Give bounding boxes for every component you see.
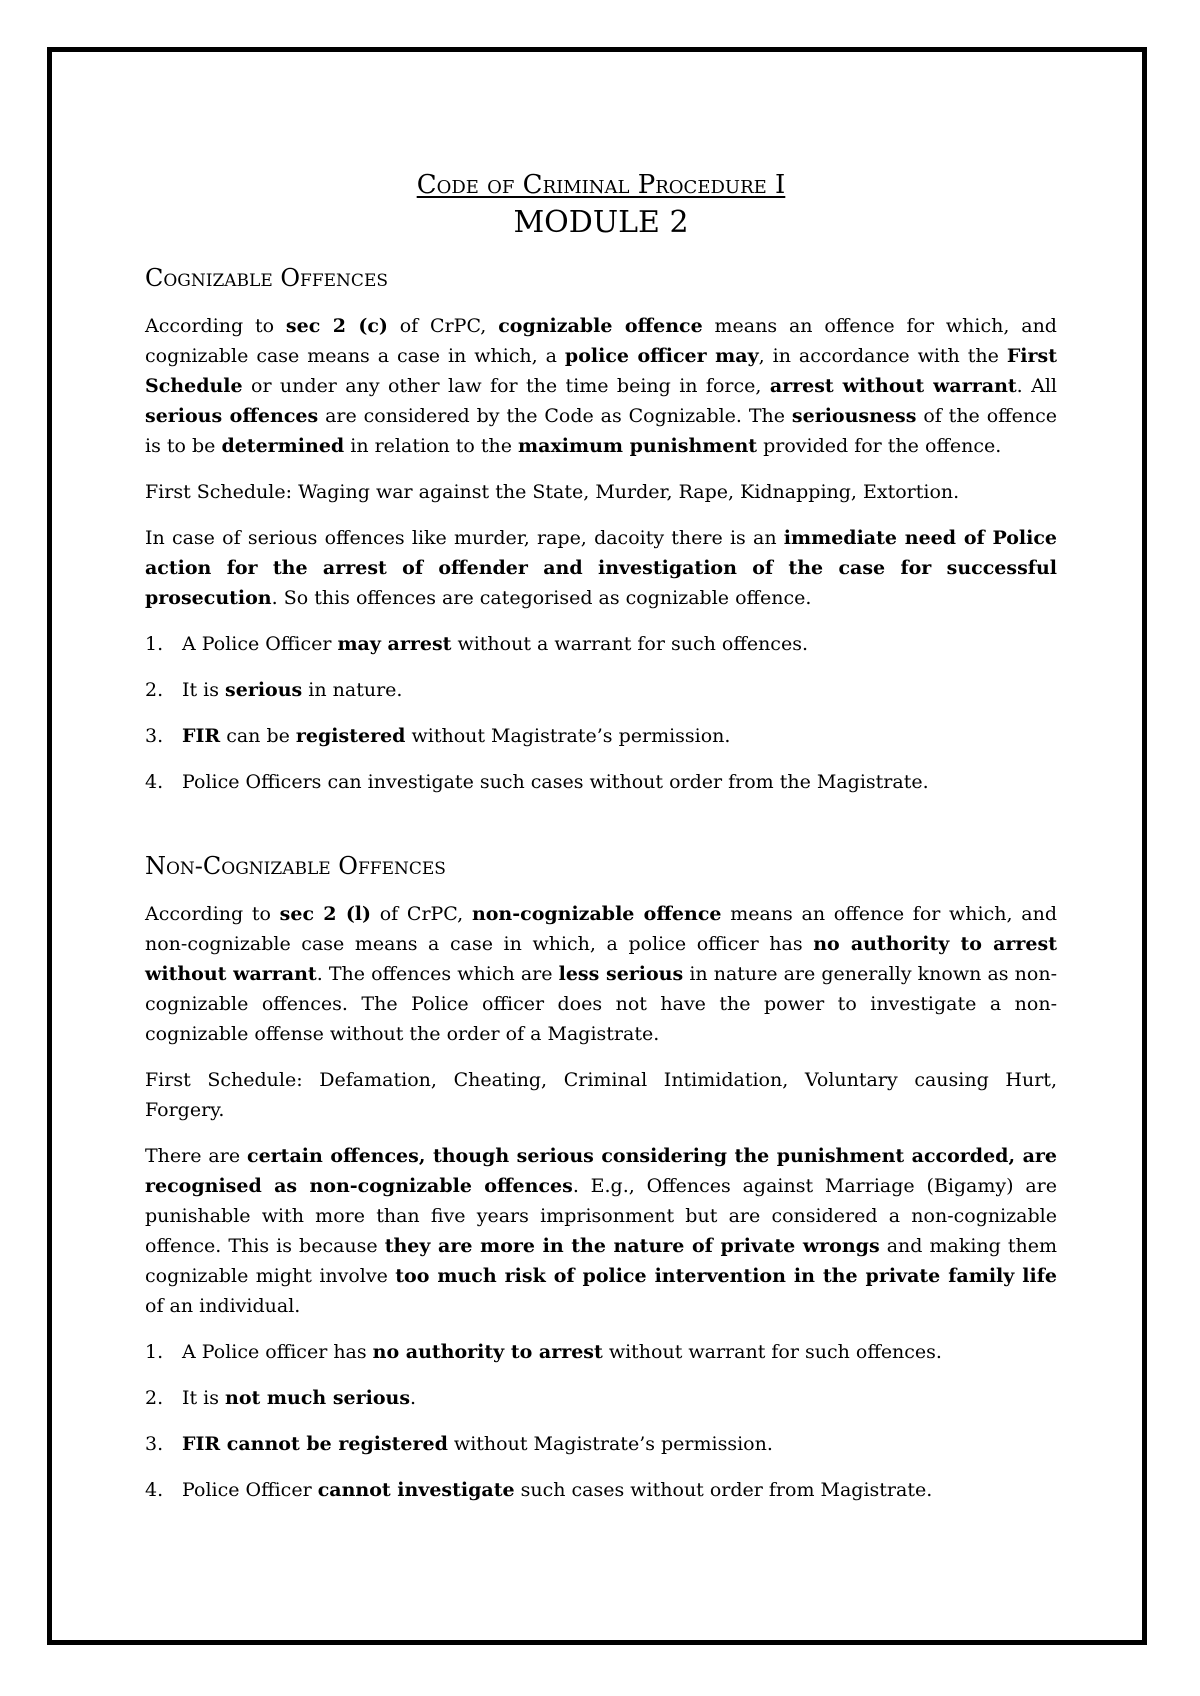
document-title: [145, 170, 1057, 201]
noncognizable-definition: According to sec 2 (l) of CrPC, non-cognizable offence means an offence for which, and non-cognizable case means a case in which, a police officer has no authority to arrest without warrant. The offences which are less serious in nature are generally known as non-cognizable offences. The Police officer does not have the power to investigate a non-cognizable offense without the order of a Magistrate.: [145, 902, 1057, 1045]
noncognizable-explanation: There are certain offences, though serious considering the punishment accorded, are recognised as non-cognizable offences. E.g., Offences against Marriage (Bigamy) are punishable with more than five years imprisonment but are considered a non-cognizable offence. This is because they are more in the nature of private wrongs and making them cognizable might involve too much risk of police intervention in the private family life of an individual.: [145, 1144, 1057, 1317]
emphasis-text: serious: [225, 678, 303, 701]
emphasis-text: sec 2 (c): [285, 314, 388, 337]
emphasis-text: police officer may: [564, 344, 759, 367]
emphasis-text: maximum punishment: [518, 434, 758, 457]
list-item-text: A Police Officer may arrest without a warrant for such offences.: [182, 632, 808, 655]
list-item: [145, 721, 1057, 751]
list-item: [145, 629, 1057, 659]
list-number: 4.: [145, 1478, 164, 1501]
emphasis-text: immediate need of Police action for the arrest of offender and investigation of the case for successful prosecution: [145, 526, 1058, 609]
list-item-text: Police Officers can investigate such cases without order from the Magistrate.: [182, 770, 929, 793]
list-item: [145, 1383, 1057, 1413]
emphasis-text: no authority to arrest: [372, 1340, 603, 1363]
emphasis-text: not much serious: [225, 1386, 411, 1409]
list-number: 1.: [145, 1340, 164, 1363]
emphasis-text: FIR: [182, 724, 221, 747]
cognizable-heading: Cognizable Offences: [145, 264, 388, 293]
emphasis-text: no authority to arrest without warrant: [145, 932, 1057, 985]
emphasis-text: arrest without warrant: [769, 374, 1017, 397]
title-text: Code of Criminal Procedure I: [416, 170, 786, 200]
emphasis-text: they are more in the nature of private wrongs: [384, 1234, 880, 1257]
list-number: 1.: [145, 632, 164, 655]
cognizable-definition: According to sec 2 (c) of CrPC, cognizable offence means an offence for which, and cognizable case means a case in which, a police officer may, in accordance with the First Schedule or under any other law for the time being in force, arrest without warrant. All serious offences are considered by the Code as Cognizable. The seriousness of the offence is to be determined in relation to the maximum punishment provided for the offence.: [145, 314, 1058, 457]
list-item-text: FIR can be registered without Magistrate’s permission.: [182, 724, 731, 747]
emphasis-text: First Schedule: [145, 344, 1058, 397]
document-body: [145, 170, 1057, 1521]
list-item: [145, 1475, 1057, 1505]
emphasis-text: non-cognizable offence: [471, 902, 722, 925]
list-number: 3.: [145, 1432, 164, 1455]
list-item: [145, 675, 1057, 705]
emphasis-text: serious offences: [145, 404, 319, 427]
list-item-text: It is serious in nature.: [182, 678, 403, 701]
list-item: [145, 767, 1057, 797]
emphasis-text: seriousness: [791, 404, 917, 427]
emphasis-text: cannot investigate: [317, 1478, 515, 1501]
list-number: 2.: [145, 1386, 164, 1409]
list-item-text: A Police officer has no authority to arrest without warrant for such offences.: [182, 1340, 942, 1363]
noncognizable-first-schedule: First Schedule: Defamation, Cheating, Criminal Intimidation, Voluntary causing Hurt, Forgery.: [145, 1068, 1057, 1121]
list-number: 2.: [145, 678, 164, 701]
list-number: 3.: [145, 724, 164, 747]
emphasis-text: less serious: [558, 962, 684, 985]
list-item: [145, 1429, 1057, 1459]
list-item: [145, 1337, 1057, 1367]
emphasis-text: cognizable offence: [498, 314, 703, 337]
list-item-text: It is not much serious.: [182, 1386, 417, 1409]
list-item-text: Police Officer cannot investigate such cases without order from Magistrate.: [182, 1478, 933, 1501]
noncognizable-heading: Non-Cognizable Offences: [145, 851, 446, 880]
emphasis-text: certain offences, though serious considering the punishment accorded, are recognised as non-cognizable offences: [145, 1144, 1057, 1197]
list-number: 4.: [145, 770, 164, 793]
cognizable-explanation: In case of serious offences like murder, rape, dacoity there is an immediate need of Police action for the arrest of offender and investigation of the case for successful prosecution. So this offences are categorised as cognizable offence.: [145, 526, 1058, 609]
noncognizable-features-list: [145, 1337, 1057, 1505]
emphasis-text: sec 2 (l): [279, 902, 372, 925]
emphasis-text: determined: [221, 434, 345, 457]
emphasis-text: FIR cannot be registered: [182, 1432, 448, 1455]
emphasis-text: registered: [295, 724, 406, 747]
cognizable-features-list: [145, 629, 1057, 797]
emphasis-text: too much risk of police intervention in the private family life: [395, 1264, 1057, 1287]
list-item-text: FIR cannot be registered without Magistrate’s permission.: [182, 1432, 773, 1455]
module-label: MODULE 2: [513, 205, 689, 241]
emphasis-text: may arrest: [337, 632, 452, 655]
cognizable-first-schedule: First Schedule: Waging war against the State, Murder, Rape, Kidnapping, Extortion.: [145, 480, 960, 503]
